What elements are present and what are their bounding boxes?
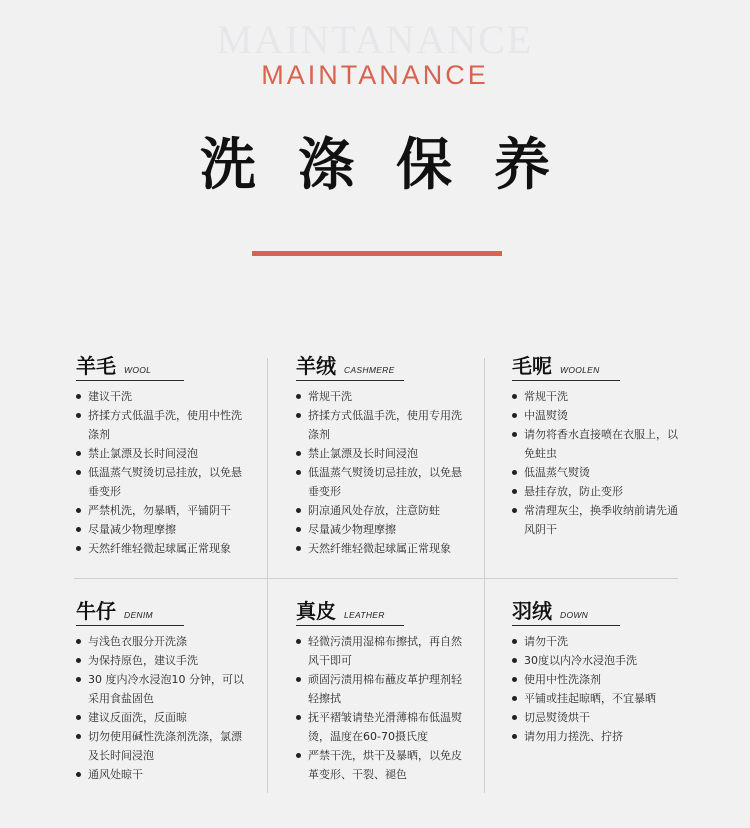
section-title-en: DENIM: [124, 610, 153, 620]
ghost-background-text: MAINTANANCE: [216, 17, 534, 62]
list-item: 低温蒸气熨烫: [512, 463, 684, 482]
bullet-icon: [512, 715, 517, 720]
list-item: 切忌熨烫烘干: [512, 708, 684, 727]
list-item: 顽固污渍用棉布蘸皮革护理剂轻轻擦拭: [296, 670, 470, 708]
list-item: 阴凉通风处存放，注意防蛀: [296, 501, 470, 520]
care-list: [296, 632, 470, 784]
section-title-en: DOWN: [560, 610, 589, 620]
list-item: 严禁干洗，烘干及暴晒，以免皮革变形、干裂、褪色: [296, 746, 470, 784]
list-item: 挤揉方式低温手洗，使用中性洗涤剂: [76, 406, 252, 444]
section-title-en: WOOLEN: [560, 365, 600, 375]
section-leather: [296, 597, 470, 784]
list-item: 与浅色衣服分开洗涤: [76, 632, 252, 651]
section-title-en: LEATHER: [344, 610, 385, 620]
bullet-icon: [296, 527, 301, 532]
bullet-icon: [76, 413, 81, 418]
bullet-icon: [512, 677, 517, 682]
bullet-icon: [76, 451, 81, 456]
list-item: 低温蒸气熨烫切忌挂放，以免悬垂变形: [296, 463, 470, 501]
bullet-icon: [512, 413, 517, 418]
bullet-icon: [512, 432, 517, 437]
care-list: [512, 387, 684, 539]
section-down: [512, 597, 684, 746]
list-item: 中温熨烫: [512, 406, 684, 425]
list-item: 请勿用力搓洗、拧挤: [512, 727, 684, 746]
bullet-icon: [512, 639, 517, 644]
bullet-icon: [296, 451, 301, 456]
section-heading: [512, 352, 684, 380]
section-title: 羊毛: [76, 354, 116, 378]
section-title: 牛仔: [76, 599, 116, 623]
heading-underline: [512, 380, 620, 381]
list-item: 30度以内冷水浸泡手洗: [512, 651, 684, 670]
list-item: 严禁机洗，勿暴晒，平铺阴干: [76, 501, 252, 520]
list-item: 请勿将香水直接喷在衣服上，以免蛀虫: [512, 425, 684, 463]
bullet-icon: [512, 658, 517, 663]
list-item: 轻微污渍用湿棉布擦拭，再自然风干即可: [296, 632, 470, 670]
bullet-icon: [512, 508, 517, 513]
list-item: 悬挂存放，防止变形: [512, 482, 684, 501]
accent-bar: [252, 251, 502, 256]
list-item: 请勿干洗: [512, 632, 684, 651]
bullet-icon: [512, 489, 517, 494]
list-item: 常规干洗: [512, 387, 684, 406]
bullet-icon: [512, 394, 517, 399]
bullet-icon: [76, 508, 81, 513]
section-title: 羊绒: [296, 354, 336, 378]
section-heading: [76, 597, 252, 625]
care-list: [76, 632, 252, 784]
divider-vertical-2: [484, 358, 485, 793]
bullet-icon: [76, 470, 81, 475]
bullet-icon: [296, 715, 301, 720]
section-heading: [76, 352, 252, 380]
list-item: 尽量减少物理摩擦: [296, 520, 470, 539]
section-cashmere: [296, 352, 470, 558]
list-item: 禁止氯漂及长时间浸泡: [296, 444, 470, 463]
list-item: 通风处晾干: [76, 765, 252, 784]
bullet-icon: [76, 394, 81, 399]
heading-underline: [76, 380, 184, 381]
bullet-icon: [76, 715, 81, 720]
section-title: 羽绒: [512, 599, 552, 623]
list-item: 平铺或挂起晾晒，不宜暴晒: [512, 689, 684, 708]
list-item: 使用中性洗涤剂: [512, 670, 684, 689]
list-item: 低温蒸气熨烫切忌挂放，以免悬垂变形: [76, 463, 252, 501]
bullet-icon: [296, 677, 301, 682]
section-heading: [296, 352, 470, 380]
list-item: 常规干洗: [296, 387, 470, 406]
care-list: [76, 387, 252, 558]
list-item: 尽量减少物理摩擦: [76, 520, 252, 539]
section-wool: [76, 352, 252, 558]
heading-underline: [76, 625, 184, 626]
section-woolen: [512, 352, 684, 539]
bullet-icon: [76, 677, 81, 682]
bullet-icon: [296, 546, 301, 551]
section-title-en: CASHMERE: [344, 365, 395, 375]
list-item: 天然纤维轻微起球属正常现象: [296, 539, 470, 558]
heading-underline: [512, 625, 620, 626]
bullet-icon: [296, 470, 301, 475]
section-heading: [296, 597, 470, 625]
bullet-icon: [76, 772, 81, 777]
list-item: 30 度内冷水浸泡10 分钟，可以采用食盐固色: [76, 670, 252, 708]
heading-underline: [296, 625, 404, 626]
bullet-icon: [76, 658, 81, 663]
list-item: 禁止氯漂及长时间浸泡: [76, 444, 252, 463]
section-denim: [76, 597, 252, 784]
bullet-icon: [296, 394, 301, 399]
list-item: 建议反面洗，反面晾: [76, 708, 252, 727]
care-list: [512, 632, 684, 746]
section-title-en: WOOL: [124, 365, 152, 375]
bullet-icon: [296, 413, 301, 418]
section-title: 真皮: [296, 599, 336, 623]
bullet-icon: [296, 639, 301, 644]
section-heading: [512, 597, 684, 625]
bullet-icon: [76, 546, 81, 551]
list-item: 抚平褶皱请垫光滑薄棉布低温熨烫，温度在60-70摄氏度: [296, 708, 470, 746]
list-item: 为保持原色，建议手洗: [76, 651, 252, 670]
section-title: 毛呢: [512, 354, 552, 378]
bullet-icon: [296, 508, 301, 513]
bullet-icon: [76, 639, 81, 644]
list-item: 常清理灰尘，换季收纳前请先通风阴干: [512, 501, 684, 539]
divider-vertical-1: [267, 358, 268, 793]
divider-horizontal: [74, 578, 678, 579]
bullet-icon: [512, 734, 517, 739]
bullet-icon: [76, 734, 81, 739]
care-list: [296, 387, 470, 558]
heading-underline: [296, 380, 404, 381]
bullet-icon: [512, 696, 517, 701]
bullet-icon: [512, 470, 517, 475]
list-item: 天然纤维轻微起球属正常现象: [76, 539, 252, 558]
page-title: 洗涤保养: [200, 133, 592, 198]
list-item: 建议干洗: [76, 387, 252, 406]
bullet-icon: [296, 753, 301, 758]
subtitle-en: MAINTANANCE: [261, 60, 489, 90]
list-item: 挤揉方式低温手洗，使用专用洗涤剂: [296, 406, 470, 444]
list-item: 切勿使用碱性洗涤剂洗涤，氯漂及长时间浸泡: [76, 727, 252, 765]
bullet-icon: [76, 527, 81, 532]
